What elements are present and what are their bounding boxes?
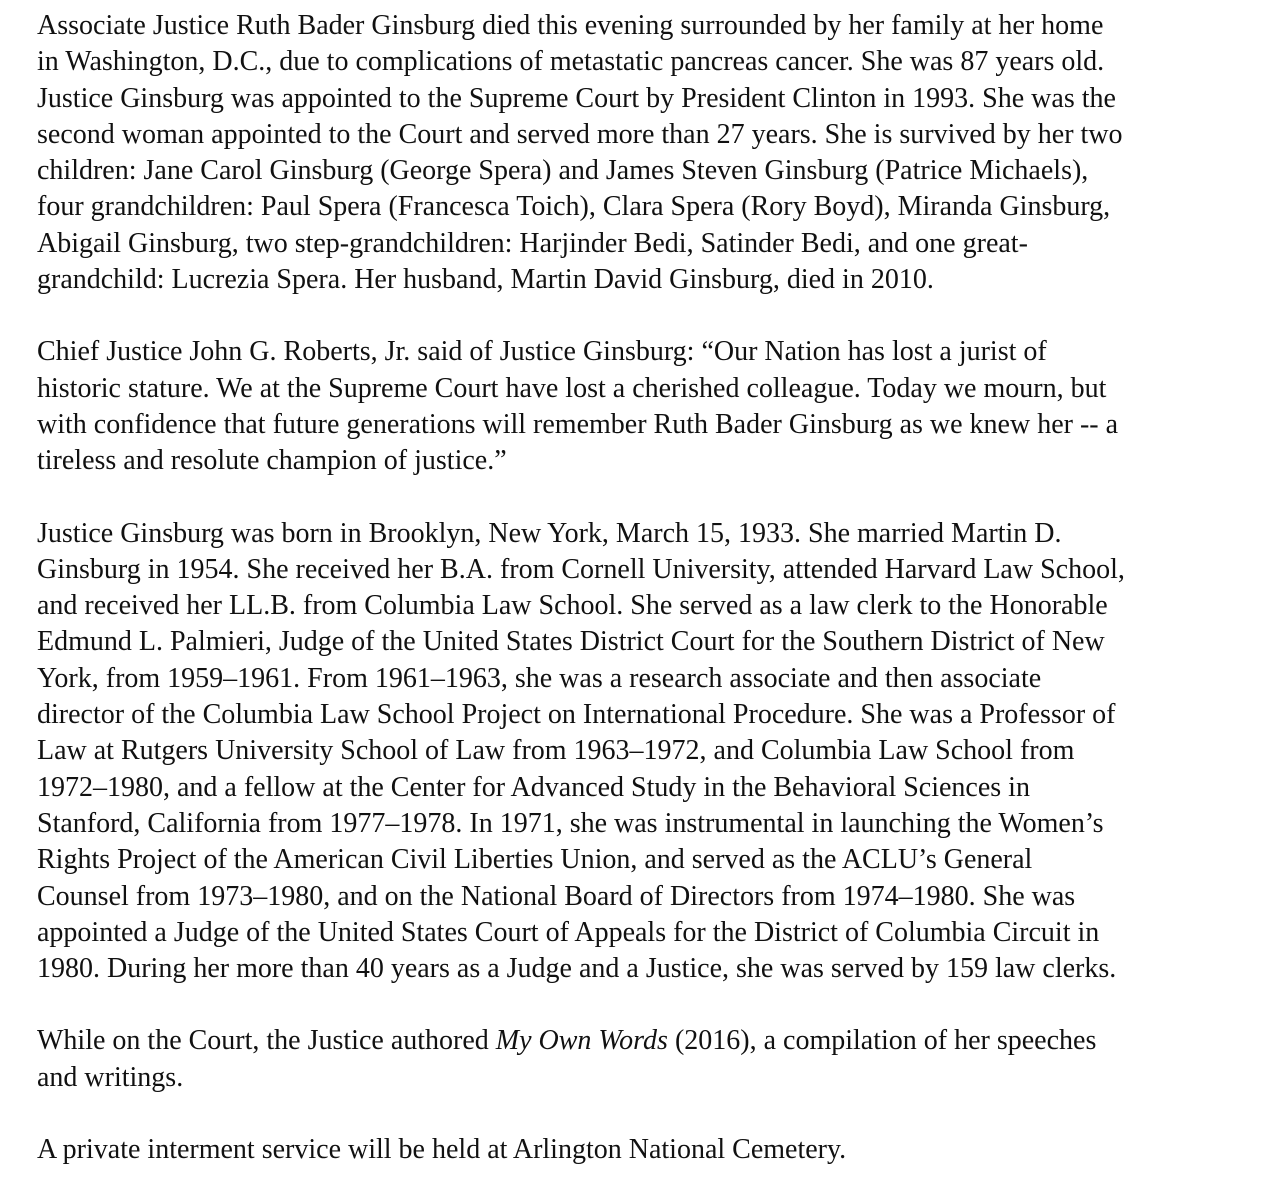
text-line: second woman appointed to the Court and served more than 27 years. She is survived by her two [37, 118, 1123, 150]
text-line: Edmund L. Palmieri, Judge of the United States District Court for the Southern District of New [37, 626, 1105, 658]
document-page [37, 8, 1262, 1168]
paragraph-biography [37, 516, 1262, 988]
paragraph-death-announcement [37, 8, 1262, 298]
text-line: Abigail Ginsburg, two step-grandchildren: Harjinder Bedi, Satinder Bedi, and one great- [37, 227, 1028, 259]
book-title: My Own Words [495, 1025, 668, 1057]
text-line: historic stature. We at the Supreme Court have lost a cherished colleague. Today we mourn, but [37, 372, 1107, 404]
text-line: four grandchildren: Paul Spera (Francesca Toich), Clara Spera (Rory Boyd), Miranda Ginsburg, [37, 191, 1111, 223]
text-line: appointed a Judge of the United States Court of Appeals for the District of Columbia Circuit in [37, 916, 1100, 948]
text-line: 1980. During her more than 40 years as a Judge and a Justice, she was served by 159 law clerks. [37, 953, 1117, 985]
text-line: Law at Rutgers University School of Law from 1963–1972, and Columbia Law School from [37, 735, 1075, 767]
text-line: A private interment service will be held at Arlington National Cemetery. [37, 1134, 847, 1166]
text-line: Justice Ginsburg was born in Brooklyn, New York, March 15, 1933. She married Martin D. [37, 517, 1062, 549]
text-line: Stanford, California from 1977–1978. In 1971, she was instrumental in launching the Women’s [37, 807, 1104, 839]
text-line: with confidence that future generations will remember Ruth Bader Ginsburg as we knew her -- a [37, 408, 1119, 440]
paragraph-authored-book [37, 1023, 1262, 1096]
text-line: and writings. [37, 1061, 184, 1093]
text-line: in Washington, D.C., due to complications of metastatic pancreas cancer. She was 87 years old. [37, 46, 1105, 78]
paragraph-interment-service [37, 1132, 1262, 1168]
text-line: grandchild: Lucrezia Spera. Her husband, Martin David Ginsburg, died in 2010. [37, 264, 934, 296]
text-line: Associate Justice Ruth Bader Ginsburg died this evening surrounded by her family at her home [37, 10, 1104, 41]
paragraph-chief-justice-statement [37, 334, 1262, 479]
text-line: director of the Columbia Law School Project on International Procedure. She was a Professor of [37, 699, 1116, 731]
text-line: Justice Ginsburg was appointed to the Supreme Court by President Clinton in 1993. She was the [37, 82, 1116, 114]
text-line: children: Jane Carol Ginsburg (George Spera) and James Steven Ginsburg (Patrice Michaels), [37, 155, 1089, 187]
text-line: tireless and resolute champion of justice.” [37, 445, 507, 477]
text-line: Rights Project of the American Civil Liberties Union, and served as the ACLU’s General [37, 844, 1033, 876]
text-line [37, 1023, 1262, 1059]
text-line: 1972–1980, and a fellow at the Center for Advanced Study in the Behavioral Sciences in [37, 771, 1030, 803]
text-line: Counsel from 1973–1980, and on the National Board of Directors from 1974–1980. She was [37, 880, 1076, 912]
text-line: and received her LL.B. from Columbia Law School. She served as a law clerk to the Honorable [37, 590, 1108, 622]
text-line: York, from 1959–1961. From 1961–1963, she was a research associate and then associate [37, 662, 1042, 694]
text-segment: While on the Court, the Justice authored [37, 1025, 496, 1057]
text-line: Ginsburg in 1954. She received her B.A. from Cornell University, attended Harvard Law School, [37, 553, 1125, 585]
text-segment: (2016), a compilation of her speeches [667, 1025, 1097, 1057]
text-line: Chief Justice John G. Roberts, Jr. said of Justice Ginsburg: “Our Nation has lost a jurist of [37, 336, 1047, 368]
